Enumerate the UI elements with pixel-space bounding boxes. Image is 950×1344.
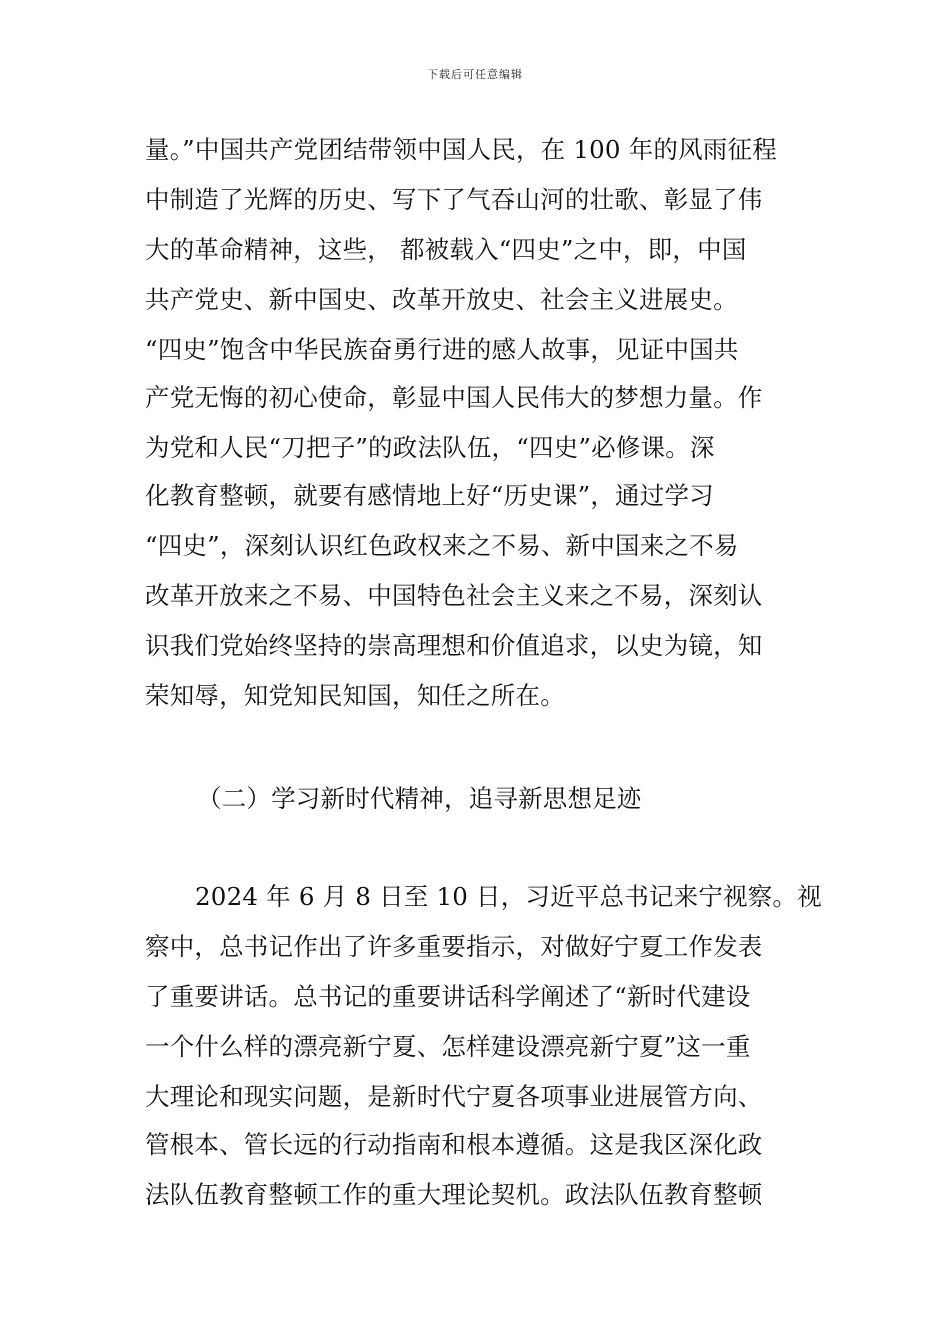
paragraph-line: 大理论和现实问题，是新时代宁夏各项事业进展管方向、 [145,1082,763,1111]
paragraph-line: 量。”中国共产党团结带领中国人民，在 100 年的风雨征程 [145,135,777,164]
paragraph-line: 察中，总书记作出了许多重要指示，对做好宁夏工作发表 [145,932,763,961]
paragraph-line: 产党无悔的初心使命，彰显中国人民伟大的梦想力量。作 [145,383,763,412]
paragraph-line: 为党和人民“刀把子”的政法队伍，“四史”必修课。深 [145,433,715,462]
paragraph-line: 法队伍教育整顿工作的重大理论契机。政法队伍教育整顿 [145,1180,763,1209]
paragraph-line: 改革开放来之不易、中国特色社会主义来之不易，深刻认 [145,581,763,610]
paragraph-line: “四史”饱含中华民族奋勇行进的感人故事，见证中国共 [145,335,739,364]
paragraph-line: 一个什么样的漂亮新宁夏、怎样建设漂亮新宁夏”这一重 [145,1032,751,1061]
paragraph-line: 化教育整顿，就要有感情地上好“历史课”，通过学习 [145,481,714,510]
paragraph-line: 荣知辱，知党知民知国，知任之所在。 [145,681,565,710]
paragraph-line: 共产党史、新中国史、改革开放史、社会主义进展史。 [145,285,738,314]
paragraph-line: 大的革命精神，这些， 都被载入“四史”之中，即，中国 [145,235,747,264]
paragraph-line: 管根本、管长远的行动指南和根本遵循。这是我区深化政 [145,1130,763,1159]
paragraph-line: 2024 年 6 月 8 日至 10 日，习近平总书记来宁视察。视 [195,882,822,911]
paragraph-line: 了重要讲话。总书记的重要讲话科学阐述了“新时代建设 [145,982,751,1011]
page-header-note: 下载后可任意编辑 [427,68,523,81]
paragraph-line: “四史”，深刻认识红色政权来之不易、新中国来之不易 [145,531,739,560]
section-heading: （二）学习新时代精神，追寻新思想足迹 [197,784,642,813]
paragraph-line: 中制造了光辉的历史、写下了气吞山河的壮歌、彰显了伟 [145,185,763,214]
paragraph-line: 识我们党始终坚持的崇高理想和价值追求，以史为镜，知 [145,631,763,660]
